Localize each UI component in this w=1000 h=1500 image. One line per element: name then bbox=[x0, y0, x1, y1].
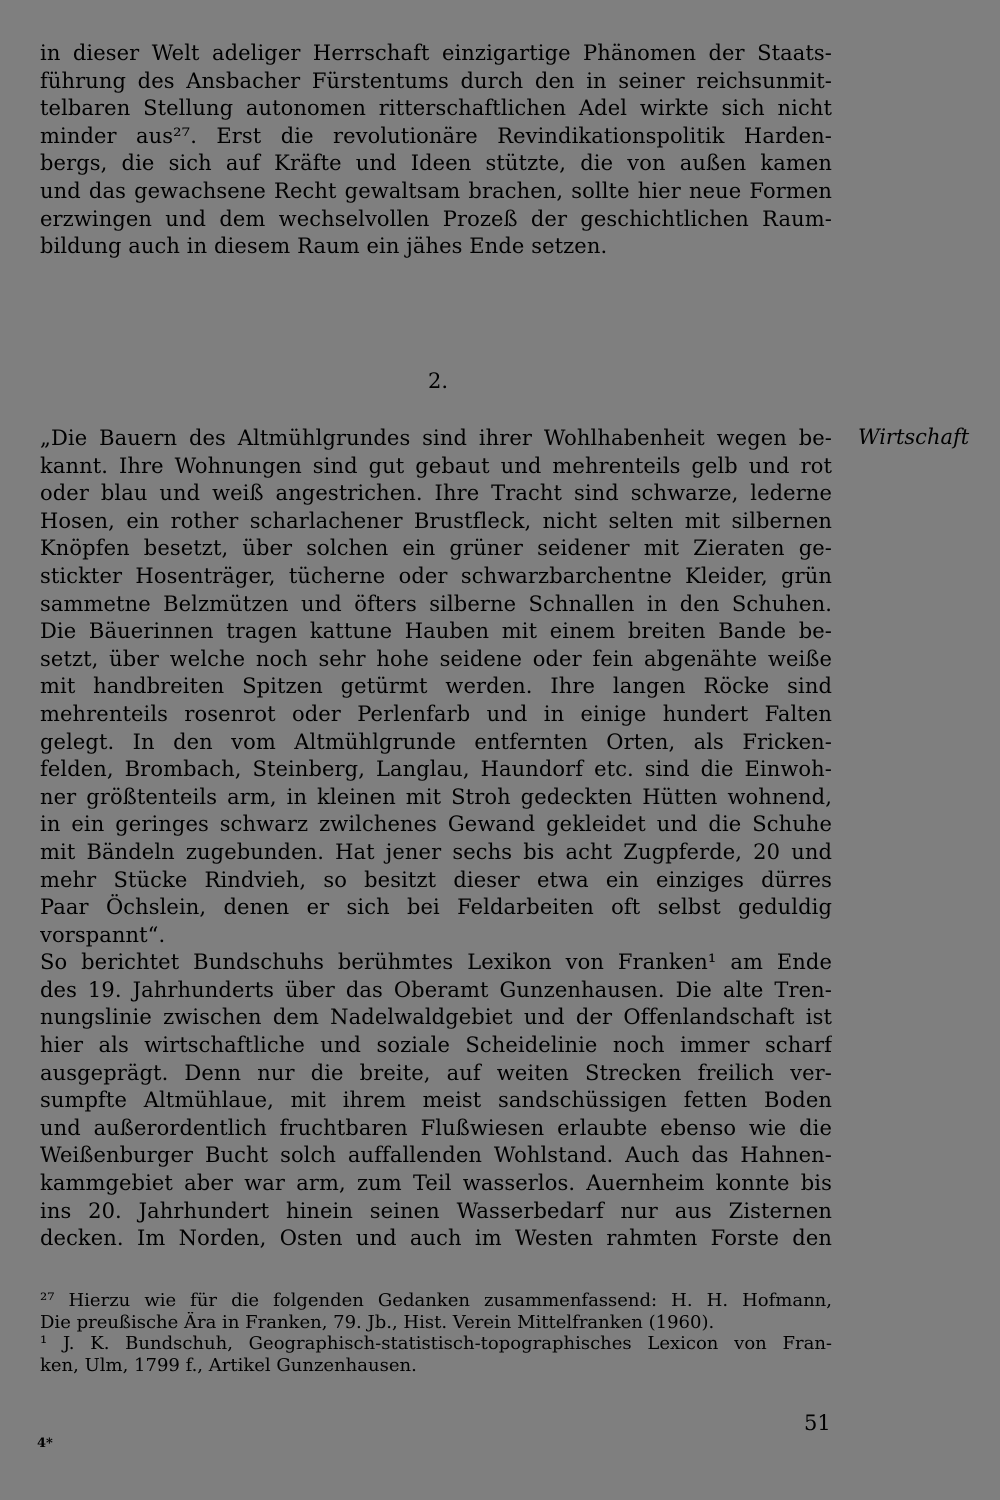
text-line: decken. Im Norden, Osten und auch im Westen rahmten Forste den bbox=[40, 1226, 832, 1251]
text-line: stickter Hosenträger, tücherne oder schwarzbarchentne Kleider, grün bbox=[40, 563, 832, 588]
text-line: mit handbreiten Spitzen getürmt werden. Ihre langen Röcke sind bbox=[40, 674, 832, 699]
text-line: bergs, die sich auf Kräfte und Ideen stützte, die von außen kamen bbox=[40, 151, 832, 176]
footnote-line: ken, Ulm, 1799 f., Artikel Gunzenhausen. bbox=[40, 1354, 417, 1376]
text-line: mehr Stücke Rindvieh, so besitzt dieser etwa ein einziges dürres bbox=[40, 867, 832, 892]
text-line: und das gewachsene Recht gewaltsam brachen, sollte hier neue Formen bbox=[40, 178, 832, 203]
printer-signature-mark: 4* bbox=[37, 1436, 53, 1451]
section-number: 2. bbox=[427, 369, 449, 393]
text-line: nungslinie zwischen dem Nadelwaldgebiet und der Offenlandschaft ist bbox=[40, 1005, 832, 1030]
text-line: telbaren Stellung autonomen ritterschaftlichen Adel wirkte sich nicht bbox=[40, 96, 832, 121]
footnote-line: Die preußische Ära in Franken, 79. Jb., Hist. Verein Mittelfranken (1960). bbox=[40, 1311, 715, 1333]
text-line: und außerordentlich fruchtbaren Flußwiesen erlaubte ebenso wie die bbox=[40, 1115, 832, 1140]
footnote-line: ²⁷ Hierzu wie für die folgenden Gedanken zusammenfassend: H. H. Hofmann, bbox=[40, 1290, 832, 1311]
text-line: setzt, über welche noch sehr hohe seidene oder fein abgenähte weiße bbox=[40, 646, 832, 671]
text-line: felden, Brombach, Steinberg, Langlau, Haundorf etc. sind die Einwoh- bbox=[40, 757, 832, 782]
page-number: 51 bbox=[804, 1411, 831, 1435]
text-line: kammgebiet aber war arm, zum Teil wasserlos. Auernheim konnte bis bbox=[40, 1171, 832, 1196]
footnote-line: ¹ J. K. Bundschuh, Geographisch-statistisch-topographisches Lexicon von Fran- bbox=[40, 1333, 832, 1354]
text-line: minder aus²⁷. Erst die revolutionäre Revindikationspolitik Harden- bbox=[40, 123, 832, 148]
text-line: mehrenteils rosenrot oder Perlenfarb und in einige hundert Falten bbox=[40, 701, 832, 726]
text-line: ausgeprägt. Denn nur die breite, auf weiten Strecken freilich ver- bbox=[40, 1060, 832, 1085]
text-line: vorspannt“. bbox=[40, 922, 166, 947]
text-line: sammetne Belzmützen und öfters silberne Schnallen in den Schuhen. bbox=[40, 591, 832, 616]
text-line: So berichtet Bundschuhs berühmtes Lexikon von Franken¹ am Ende bbox=[40, 950, 832, 975]
text-line: ner größtenteils arm, in kleinen mit Stroh gedeckten Hütten wohnend, bbox=[40, 784, 832, 809]
text-line: Weißenburger Bucht solch auffallenden Wohlstand. Auch das Hahnen- bbox=[40, 1143, 832, 1168]
text-line: ins 20. Jahrhundert hinein seinen Wasserbedarf nur aus Zisternen bbox=[40, 1198, 832, 1223]
footnotes bbox=[40, 1290, 832, 1376]
text-line: Paar Öchslein, denen er sich bei Feldarbeiten oft selbst geduldig bbox=[40, 895, 832, 920]
text-line: oder blau und weiß angestrichen. Ihre Tracht sind schwarze, lederne bbox=[40, 481, 832, 506]
text-line: gelegt. In den vom Altmühlgrunde entfernten Orten, als Fricken- bbox=[40, 729, 832, 754]
text-line: Hosen, ein rother scharlachener Brustfleck, nicht selten mit silbernen bbox=[40, 508, 832, 533]
text-line: sumpfte Altmühlaue, mit ihrem meist sandschüssigen fetten Boden bbox=[40, 1088, 832, 1113]
margin-note: Wirtschaft bbox=[858, 425, 970, 449]
text-line: in dieser Welt adeliger Herrschaft einzigartige Phänomen der Staats- bbox=[40, 41, 832, 65]
text-line: „Die Bauern des Altmühlgrundes sind ihrer Wohlhabenheit wegen be- bbox=[40, 426, 832, 450]
text-line: bildung auch in diesem Raum ein jähes Ende setzen. bbox=[40, 234, 608, 259]
text-line: des 19. Jahrhunderts über das Oberamt Gunzenhausen. Die alte Tren- bbox=[40, 977, 832, 1002]
text-line: Knöpfen besetzt, über solchen ein grüner seidener mit Zieraten ge- bbox=[40, 536, 832, 561]
text-line: kannt. Ihre Wohnungen sind gut gebaut und mehrenteils gelb und rot bbox=[40, 453, 832, 478]
section-body bbox=[40, 425, 832, 1253]
text-line: mit Bändeln zugebunden. Hat jener sechs bis acht Zugpferde, 20 und bbox=[40, 839, 832, 864]
opening-paragraph bbox=[40, 40, 832, 261]
text-line: führung des Ansbacher Fürstentums durch den in seiner reichsunmit- bbox=[40, 68, 832, 93]
text-line: in ein geringes schwarz zwilchenes Gewand gekleidet und die Schuhe bbox=[40, 812, 832, 837]
text-line: erzwingen und dem wechselvollen Prozeß der geschichtlichen Raum- bbox=[40, 206, 832, 231]
text-line: hier als wirtschaftliche und soziale Scheidelinie noch immer scharf bbox=[40, 1033, 832, 1058]
text-line: Die Bäuerinnen tragen kattune Hauben mit einem breiten Bande be- bbox=[40, 619, 832, 644]
